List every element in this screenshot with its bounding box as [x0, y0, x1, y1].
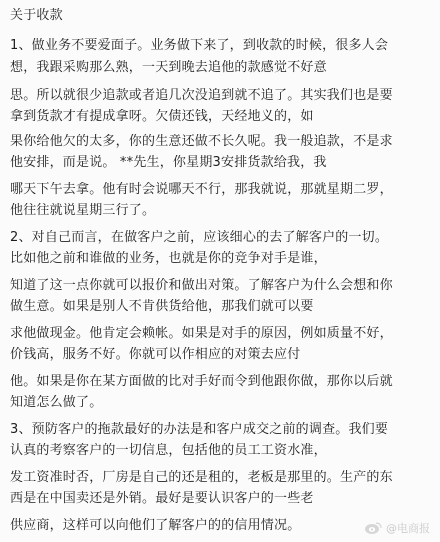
paragraph-line: 拿到货款才有提成拿呀。欠债还钱，天经地义的，如	[10, 109, 314, 124]
paragraph-line: 哪天下午去拿。他有时会说哪天不行，那我就说，那就星期二罗，	[10, 182, 393, 197]
paragraph-line: 知道了这一点你就可以报价和做出对策。了解客户为什么会想和你	[10, 278, 393, 293]
weibo-icon	[364, 521, 382, 535]
paragraph-line: 1、做业务不要爱面子。业务做下来了，到收款的时候，很多人会	[10, 38, 389, 53]
paragraph-line: 价钱高，服务不好。你就可以作相应的对策去应付	[10, 347, 301, 362]
paragraph-line: 他往往就说星期三行了。	[10, 203, 156, 218]
paragraph-line: 求他做现金。他肯定会赖帐。如果是对手的原因，例如质量不好，	[10, 326, 393, 341]
paragraph-line: 他。如果是你在某方面做的比对手好而令到他跟你做，那你以后就	[10, 374, 393, 389]
paragraph-line: 发工资准时否，厂房是自己的还是租的，老板是那里的。生产的东	[10, 470, 393, 485]
watermark	[364, 520, 430, 536]
watermark-text: @电商报	[386, 522, 430, 535]
paragraph-line: 供应商，这样可以向他们了解客户的的信用情况。	[10, 518, 301, 533]
paragraph-line: 他安排，而是说。 **先生，你星期3安排货款给我，我	[10, 155, 327, 170]
paragraph-line: 思。所以就很少追款或者追几次没追到就不追了。其实我们也是要	[10, 88, 393, 103]
paragraph-line: 比如他之前和谁做的业务，也就是你的竞争对手是谁，	[10, 251, 327, 266]
paragraph-line: 知道怎么做了。	[10, 395, 103, 410]
document-title: 关于收款	[10, 8, 63, 23]
paragraph-line: 果你给他欠的太多，你的生意还做不长久呢。我一般追款，不是求	[10, 134, 393, 149]
paragraph-line: 想，我跟采购那么熟，一天到晚去追他的款感觉不好意	[10, 60, 327, 75]
paragraph-line: 认真的考察客户的一切信息，包括他的员工工资水准，	[10, 443, 327, 458]
paragraph-line: 2、对自己而言，在做客户之前，应该细心的去了解客户的一切。	[10, 230, 389, 245]
paragraph-line: 西是在中国卖还是外销。最好是要认识客户的一些老	[10, 491, 314, 506]
paragraph-line: 3、预防客户的拖款最好的办法是和客户成交之前的调查。我们要	[10, 422, 389, 437]
paragraph-line: 做生意。如果是别人不肯供货给他，那我们就可以要	[10, 299, 314, 314]
